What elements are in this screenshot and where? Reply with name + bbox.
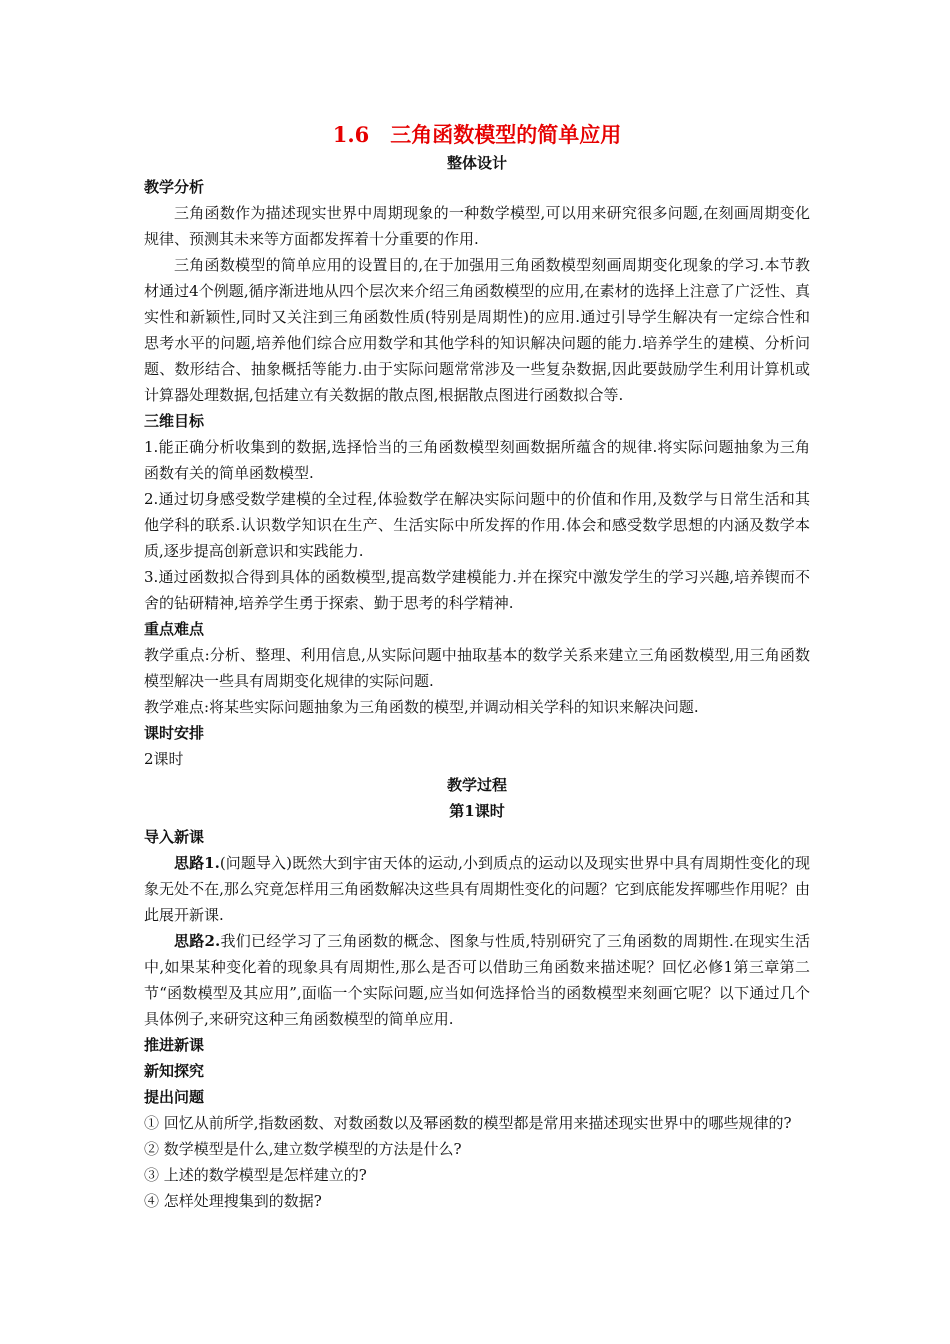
schedule-text: 2课时: [144, 750, 184, 768]
goal-item: 2.通过切身感受数学建模的全过程,体验数学在解决实际问题中的价值和作用,及数学与日常生活和其他学科的联系.认识数学知识在生产、生活实际中所发挥的作用.体会和感受数学思想的内涵及数学本质,逐步提高创新意识和实践能力.: [144, 490, 810, 560]
lesson-heading: 第1课时: [449, 802, 505, 820]
analysis-paragraph: 三角函数模型的简单应用的设置目的,在于加强用三角函数模型刻画周期变化现象的学习.本节教材通过4个例题,循序渐进地从四个层次来介绍三角函数模型的应用,在素材的选择上注意了广泛性、真实性和新颖性,同时又关注到三角函数性质(特别是周期性)的应用.通过引导学生解决有一定综合性和思考水平的问题,培养他们综合应用数学和其他学科的知识解决问题的能力.培养学生的建模、分析问题、数形结合、抽象概括等能力.由于实际问题常常涉及一些复杂数据,因此要鼓励学生利用计算机或计算器处理数据,包括建立有关数据的散点图,根据散点图进行函数拟合等.: [144, 256, 810, 404]
goal-item: 3.通过函数拟合得到具体的函数模型,提高数学建模能力.并在探究中激发学生的学习兴趣,培养锲而不舍的钻研精神,培养学生勇于探索、勤于思考的科学精神.: [144, 568, 810, 612]
question-item: ② 数学模型是什么,建立数学模型的方法是什么?: [144, 1140, 462, 1158]
idea-text-1: (问题导入)既然大到宇宙天体的运动,小到质点的运动以及现实世界中具有周期性变化的现象无处不在,那么究竟怎样用三角函数解决这些具有周期性变化的问题？它到底能发挥哪些作用呢？由此展开新课.: [144, 854, 810, 924]
intro-heading: 导入新课: [144, 828, 205, 846]
keypoint-item: 教学难点:将某些实际问题抽象为三角函数的模型,并调动相关学科的知识来解决问题.: [144, 698, 699, 716]
process-heading: 教学过程: [446, 776, 507, 794]
idea-paragraph-1: [144, 850, 810, 928]
document-title: 1.6 三角函数模型的简单应用: [332, 122, 622, 147]
analysis-paragraph: 三角函数作为描述现实世界中周期现象的一种数学模型,可以用来研究很多问题,在刻画周期变化规律、预测其未来等方面都发挥着十分重要的作用.: [144, 204, 810, 248]
question-item: ④ 怎样处理搜集到的数据?: [144, 1192, 322, 1210]
section-heading-analysis: 教学分析: [144, 178, 205, 196]
section-heading-schedule: 课时安排: [144, 724, 205, 742]
idea-text-2: 我们已经学习了三角函数的概念、图象与性质,特别研究了三角函数的周期性.在现实生活中,如果某种变化着的现象具有周期性,那么是否可以借助三角函数来描述呢？回忆必修1第三章第二节“函数模型及其应用”,面临一个实际问题,应当如何选择恰当的函数模型来刻画它呢？以下通过几个具体例子,来研究这种三角函数模型的简单应用.: [144, 932, 810, 1028]
idea-paragraph-2: [144, 928, 810, 1032]
advance-heading: 推进新课: [144, 1036, 205, 1054]
section-heading-goals: 三维目标: [144, 412, 205, 430]
keypoint-item: 教学重点:分析、整理、利用信息,从实际问题中抽取基本的数学关系来建立三角函数模型,用三角函数模型解决一些具有周期变化规律的实际问题.: [144, 646, 810, 690]
document-body: [144, 118, 810, 1214]
goal-item: 1.能正确分析收集到的数据,选择恰当的三角函数模型刻画数据所蕴含的规律.将实际问题抽象为三角函数有关的简单函数模型.: [144, 438, 810, 482]
section-heading-keypoints: 重点难点: [144, 620, 205, 638]
idea-label-1: 思路1.: [174, 854, 220, 872]
idea-label-2: 思路2.: [174, 932, 221, 950]
explore-heading: 新知探究: [144, 1062, 205, 1080]
document-subtitle: 整体设计: [446, 154, 507, 172]
question-item: ① 回忆从前所学,指数函数、对数函数以及幂函数的模型都是常用来描述现实世界中的哪些规律的?: [144, 1114, 792, 1132]
question-item: ③ 上述的数学模型是怎样建立的?: [144, 1166, 367, 1184]
questions-heading: 提出问题: [144, 1088, 205, 1106]
